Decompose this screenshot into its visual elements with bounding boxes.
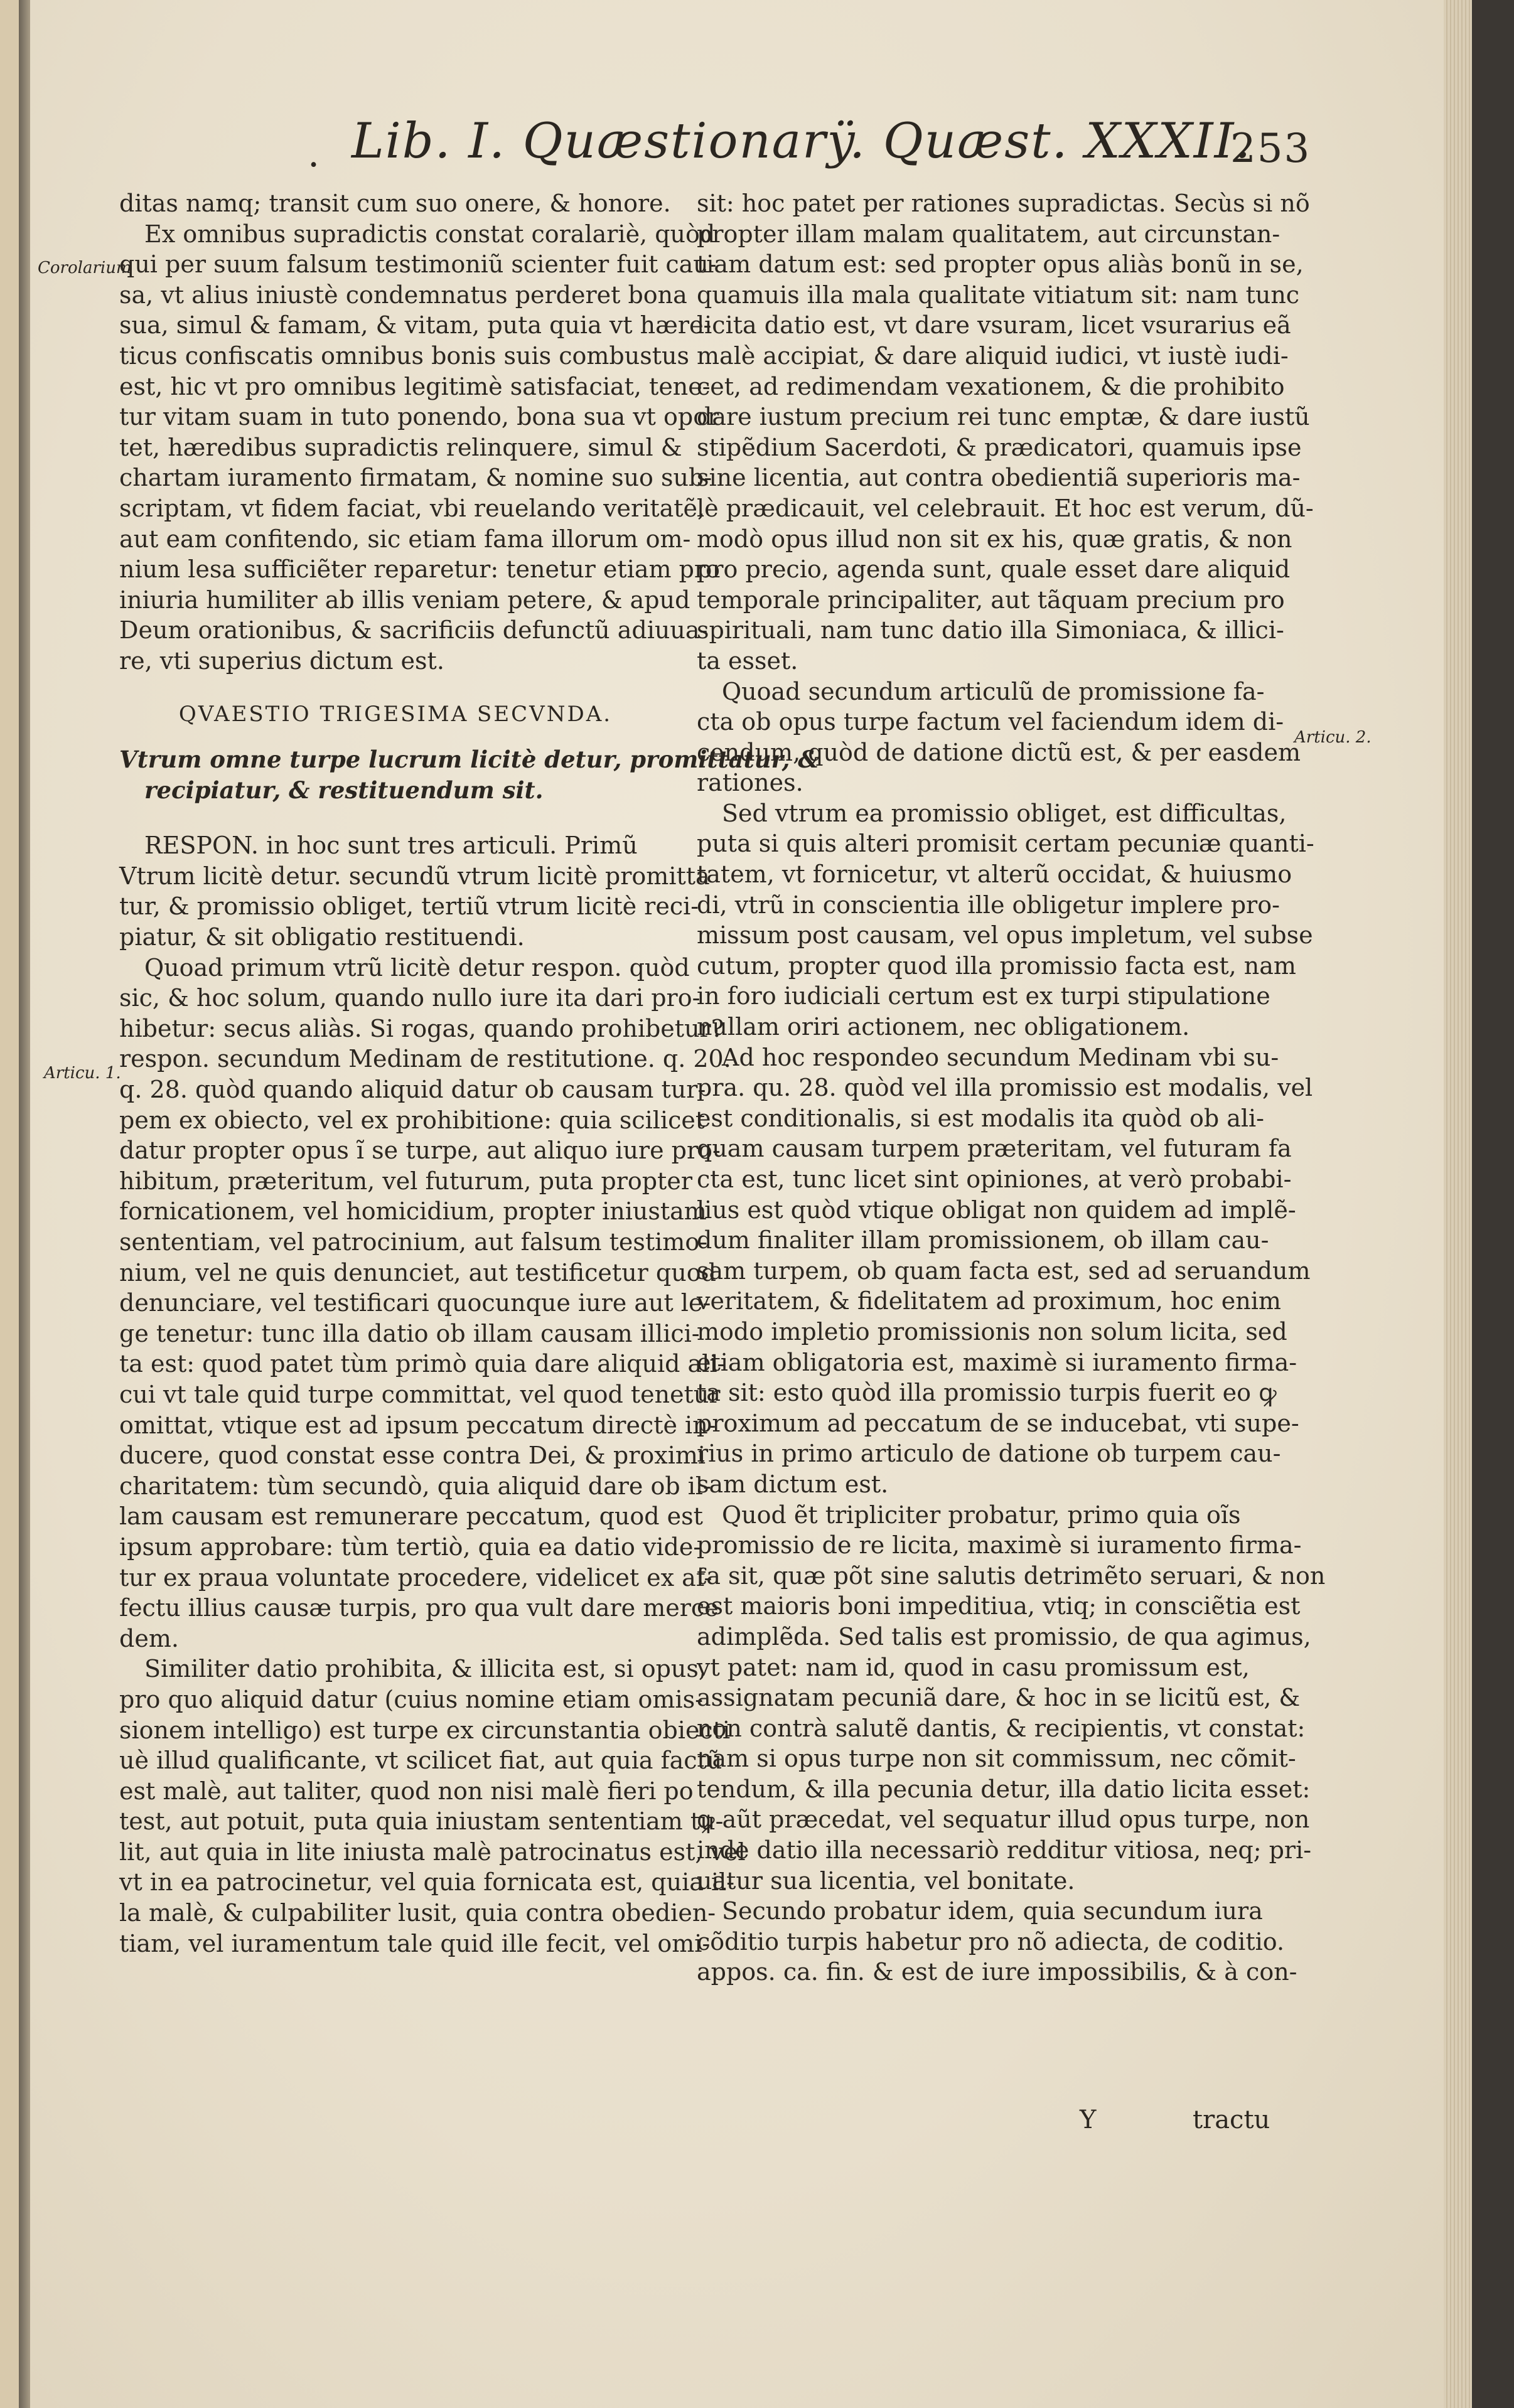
- text-line: in foro iudiciali certum est ex turpi stipulatione: [697, 982, 1270, 1010]
- text-line: cta ob opus turpe factum vel faciendum idem di-: [697, 708, 1284, 736]
- text-line: scriptam, vt fidem faciat, vbi reuelando veritatẽ,: [119, 494, 706, 522]
- text-line: ta esset.: [697, 646, 798, 675]
- header-mark: .: [308, 132, 321, 176]
- text-line: Ad hoc respondeo secundum Medinam vbi su-: [722, 1043, 1279, 1071]
- text-line: tet, hæredibus supradictis relinquere, simul &: [119, 433, 682, 461]
- text-line: tendum, & illa pecunia detur, illa datio licita esset:: [697, 1775, 1311, 1803]
- text-line: est, hic vt pro omnibus legitimè satisfaciat, tene-: [119, 372, 711, 400]
- text-line: puta si quis alteri promisit certam pecuniæ quanti-: [697, 830, 1314, 858]
- text-line: dum finaliter illam promissionem, ob illam cau-: [697, 1226, 1269, 1255]
- question-line: Vtrum omne turpe lucrum licitè detur, promittatur, &: [119, 746, 819, 774]
- text-line: propter illam malam qualitatem, aut circunstan-: [697, 220, 1280, 248]
- text-line: ta sit, quæ põt sine salutis detrimẽto seruari, & non: [697, 1561, 1326, 1590]
- left-paragraph-4: [119, 1654, 746, 1959]
- left-paragraph-1: [119, 188, 720, 677]
- text-line: stipẽdium Sacerdoti, & prædicatori, quamuis ipse: [697, 433, 1302, 461]
- text-line: ge tenetur: tunc illa datio ob illam causam illici-: [119, 1319, 700, 1347]
- text-line: cendum, quòd de datione dictũ est, & per easdem: [697, 738, 1301, 766]
- text-line: ditas namq; transit cum suo onere, & honore.: [119, 190, 671, 217]
- text-line: la malè, & culpabiliter lusit, quia contra obedien-: [119, 1899, 716, 1927]
- text-line: temporale principaliter, aut tãquam precium pro: [697, 586, 1285, 614]
- text-line: modò opus illud non sit ex his, quæ gratis, & non: [697, 525, 1292, 553]
- text-line: ta est: quod patet tùm primò quia dare aliquid ali-: [119, 1350, 726, 1378]
- text-line: Secundo probatur idem, quia secundum iura: [722, 1897, 1263, 1925]
- text-line: spirituali, nam tunc datio illa Simoniaca, & illici-: [697, 616, 1284, 645]
- text-line: nullam oriri actionem, nec obligationem.: [697, 1013, 1190, 1041]
- header-title: Lib. I. Quæstionarÿ. Quæst. XXXII.: [352, 113, 1252, 169]
- text-line: Vtrum licitè detur. secundũ vtrum licitè promitta: [119, 862, 710, 890]
- right-paragraph-2: [697, 677, 1301, 798]
- text-line: est conditionalis, si est modalis ita quòd ob ali-: [697, 1104, 1265, 1132]
- text-line: di, vtrũ in conscientia ille obligetur implere pro-: [697, 891, 1280, 919]
- text-line: hibetur: secus aliàs. Si rogas, quando prohibetur?: [119, 1014, 724, 1042]
- margin-note-corolarium: Corolarium: [38, 259, 132, 277]
- text-line: Quoad primum vtrũ licitè detur respon. quòd: [144, 953, 690, 982]
- text-line: lit, aut quia in lite iniusta malè patrocinatus est, vel: [119, 1838, 746, 1866]
- text-line: nium lesa sufficiẽter reparetur: tenetur etiam pro: [119, 555, 720, 584]
- text-line: tatem, vt fornicetur, vt alterũ occidat, & huiusmo: [697, 860, 1292, 889]
- text-line: chartam iuramento firmatam, & nomine suo sub-: [119, 464, 712, 492]
- right-paragraph-5: [697, 1500, 1326, 1897]
- text-line: pro quo aliquid datur (cuius nomine etiam omis-: [119, 1685, 703, 1713]
- left-paragraph-3: [119, 953, 731, 1654]
- text-line: ꝙ aũt præcedat, vel sequatur illud opus turpe, non: [697, 1806, 1310, 1834]
- text-line: cet, ad redimendam vexationem, & die prohibito: [697, 372, 1285, 400]
- text-line: sam dictum est.: [697, 1470, 889, 1498]
- text-line: piatur, & sit obligatio restituendi.: [119, 923, 525, 951]
- question-line: recipiatur, & restituendum sit.: [144, 776, 544, 804]
- text-line: pem ex obiecto, vel ex prohibitione: quia scilicet: [119, 1106, 706, 1134]
- text-line: sententiam, vel patrocinium, aut falsum testimo-: [119, 1228, 708, 1256]
- text-line: rius in primo articulo de datione ob turpem cau-: [697, 1440, 1281, 1468]
- text-line: re, vti superius dictum est.: [119, 646, 444, 675]
- right-paragraph-4: [697, 1042, 1313, 1500]
- text-line: lam causam est remunerare peccatum, quod est: [119, 1502, 703, 1531]
- text-line: proximum ad peccatum de se inducebat, vti supe-: [697, 1409, 1299, 1437]
- text-line: quamuis illa mala qualitate vitiatum sit: nam tunc: [697, 281, 1300, 309]
- text-line: q. 28. quòd quando aliquid datur ob causam tur-: [119, 1076, 706, 1104]
- text-line: lius est quòd vtique obligat non quidem ad implẽ-: [697, 1196, 1296, 1224]
- text-line: respon. secundum Medinam de restitutione. q. 20.: [119, 1045, 731, 1073]
- text-line: RESPON. in hoc sunt tres articuli. Primũ: [144, 832, 638, 860]
- text-line: veritatem, & fidelitatem ad proximum, hoc enim: [697, 1287, 1281, 1315]
- text-line: ducere, quod constat esse contra Dei, & proximi: [119, 1442, 706, 1470]
- binding-gutter: [19, 0, 30, 2408]
- text-line: adimplẽda. Sed talis est promissio, de qua agimus,: [697, 1622, 1311, 1651]
- left-paragraph-2: [119, 830, 710, 952]
- question-heading: QVAESTIO TRIGESIMA SECVNDA.: [178, 701, 613, 727]
- text-line: fectu illius causæ turpis, pro qua vult dare merce: [119, 1594, 719, 1622]
- previous-page-edge: [0, 0, 19, 2408]
- text-line: sic, & hoc solum, quando nullo iure ita dari pro-: [119, 984, 701, 1012]
- text-line: sionem intelligo) est turpe ex circunstantia obiecti: [119, 1716, 731, 1744]
- right-paragraph-1: [697, 188, 1314, 677]
- text-line: datur propter opus ĩ se turpe, aut aliquo iure pro-: [119, 1137, 721, 1165]
- text-line: Quod ẽt tripliciter probatur, primo quia oĩs: [722, 1501, 1241, 1529]
- text-line: sua, simul & famam, & vitam, puta quia vt hære-: [119, 311, 712, 340]
- page-number: 253: [1230, 126, 1311, 172]
- text-line: tiam datum est: sed propter opus aliàs bonũ in se,: [697, 250, 1304, 279]
- text-line: dare iustum precium rei tunc emptæ, & dare iustũ: [697, 403, 1310, 431]
- text-line: non contrà salutẽ dantis, & recipientis, vt constat:: [697, 1714, 1306, 1742]
- text-line: ipsum approbare: tùm tertiò, quia ea datio vide-: [119, 1533, 702, 1561]
- text-line: Ex omnibus supradictis constat coralariè, quòd: [144, 220, 716, 248]
- text-line: licita datio est, vt dare vsuram, licet vsurarius eã: [697, 311, 1291, 340]
- right-column: [697, 188, 1326, 1988]
- text-line: lè prædicauit, vel celebrauit. Et hoc est verum, dũ-: [697, 494, 1314, 522]
- text-line: cui vt tale quid turpe committat, vel quod tenetur: [119, 1380, 721, 1408]
- right-paragraph-3: [697, 798, 1314, 1042]
- text-line: ta sit: esto quòd illa promissio turpis fuerit eo ꝙ: [697, 1379, 1277, 1407]
- text-line: nium, vel ne quis denunciet, aut testificetur quod: [119, 1258, 716, 1287]
- catchword: tractu: [1193, 2106, 1270, 2134]
- text-line: Similiter datio prohibita, & illicita est, si opus,: [144, 1655, 706, 1683]
- text-line: hibitum, præteritum, vel futurum, puta propter: [119, 1167, 692, 1195]
- text-line: aut eam confitendo, sic etiam fama illorum om-: [119, 525, 691, 553]
- text-line: tiam, vel iuramentum tale quid ille fecit, vel omi-: [119, 1929, 711, 1957]
- text-line: malè accipiat, & dare aliquid iudici, vt iustè iudi-: [697, 341, 1289, 370]
- text-line: tur vitam suam in tuto ponendo, bona sua vt opor: [119, 403, 719, 431]
- margin-note-articu-1: Articu. 1.: [44, 1064, 121, 1083]
- right-paragraph-6: [697, 1896, 1297, 1988]
- text-line: rationes.: [697, 769, 803, 797]
- text-line: quam causam turpem præteritam, vel futuram fa: [697, 1135, 1292, 1163]
- text-line: sit: hoc patet per rationes supradictas. Secùs si nõ: [697, 190, 1310, 217]
- running-header: [308, 113, 1318, 188]
- text-line: tur, & promissio obliget, tertiũ vtrum licitè reci-: [119, 892, 699, 921]
- text-line: appos. ca. fin. & est de iure impossibilis, & à con-: [697, 1958, 1297, 1986]
- text-line: promissio de re licita, maximè si iuramento firma-: [697, 1531, 1302, 1560]
- text-line: uatur sua licentia, vel bonitate.: [697, 1866, 1075, 1895]
- text-line: est maioris boni impeditiua, vtiq; in consciẽtia est: [697, 1592, 1301, 1620]
- text-line: sine licentia, aut contra obedientiã superioris ma-: [697, 464, 1301, 492]
- text-line: cõditio turpis habetur pro nõ adiecta, de coditio.: [697, 1927, 1285, 1956]
- text-line: vt in ea patrocinetur, vel quia fornicata est, quia il-: [119, 1868, 735, 1897]
- text-line: test, aut potuit, puta quia iniustam sententiam tu-: [119, 1807, 724, 1836]
- text-line: missum post causam, vel opus impletum, vel subse: [697, 921, 1313, 950]
- text-line: uè illud qualificante, vt scilicet fiat, aut quia factũ: [119, 1747, 722, 1775]
- text-line: inde datio illa necessariò redditur vitiosa, neq; pri-: [697, 1836, 1312, 1865]
- text-line: cta est, tunc licet sint opiniones, at verò probabi-: [697, 1165, 1292, 1193]
- text-line: est malè, aut taliter, quod non nisi malè fieri po: [119, 1777, 694, 1805]
- text-line: Sed vtrum ea promissio obliget, est difficultas,: [722, 799, 1287, 827]
- text-line: dem.: [119, 1624, 179, 1652]
- text-line: iniuria humiliter ab illis veniam petere, & apud: [119, 586, 690, 614]
- text-line: ticus confiscatis omnibus bonis suis combustus: [119, 341, 689, 370]
- text-line: tur ex praua voluntate procedere, videlicet ex af-: [119, 1563, 712, 1592]
- text-line: pra. qu. 28. quòd vel illa promissio est modalis, vel: [697, 1074, 1313, 1102]
- text-line: charitatem: tùm secundò, quia aliquid dare ob il-: [119, 1472, 711, 1500]
- text-line: Deum orationibus, & sacrificiis defunctũ adiuua-: [119, 616, 708, 645]
- text-line: modo impletio promissionis non solum licita, sed: [697, 1317, 1287, 1346]
- text-line: sam turpem, ob quam facta est, sed ad seruandum: [697, 1256, 1311, 1285]
- text-line: omittat, vtique est ad ipsum peccatum directè in-: [119, 1411, 716, 1439]
- text-line: etiam obligatoria est, maximè si iuramento firma-: [697, 1348, 1297, 1376]
- text-line: pro precio, agenda sunt, quale esset dare aliquid: [697, 555, 1291, 584]
- text-line: sa, vt alius iniustè condemnatus perderet bona: [119, 281, 687, 309]
- margin-note-articu-2: Articu. 2.: [1294, 728, 1372, 747]
- text-line: cutum, propter quod illa promissio facta est, nam: [697, 951, 1296, 980]
- signature-mark: Y: [1080, 2106, 1097, 2134]
- text-line: denunciare, vel testificari quocunque iure aut le-: [119, 1289, 711, 1317]
- text-line: vt patet: nam id, quod in casu promissum est,: [697, 1653, 1250, 1681]
- text-line: Quoad secundum articulũ de promissione fa-: [722, 677, 1265, 705]
- text-line: assignatam pecuniã dare, & hoc in se licitũ est, &: [697, 1684, 1301, 1712]
- text-line: fornicationem, vel homicidium, propter iniustam: [119, 1197, 707, 1226]
- scan-background: [1472, 0, 1514, 2408]
- text-line: qui per suum falsum testimoniũ scienter fuit cau-: [119, 250, 717, 279]
- text-line: nam si opus turpe non sit commissum, nec cõmit-: [697, 1745, 1296, 1773]
